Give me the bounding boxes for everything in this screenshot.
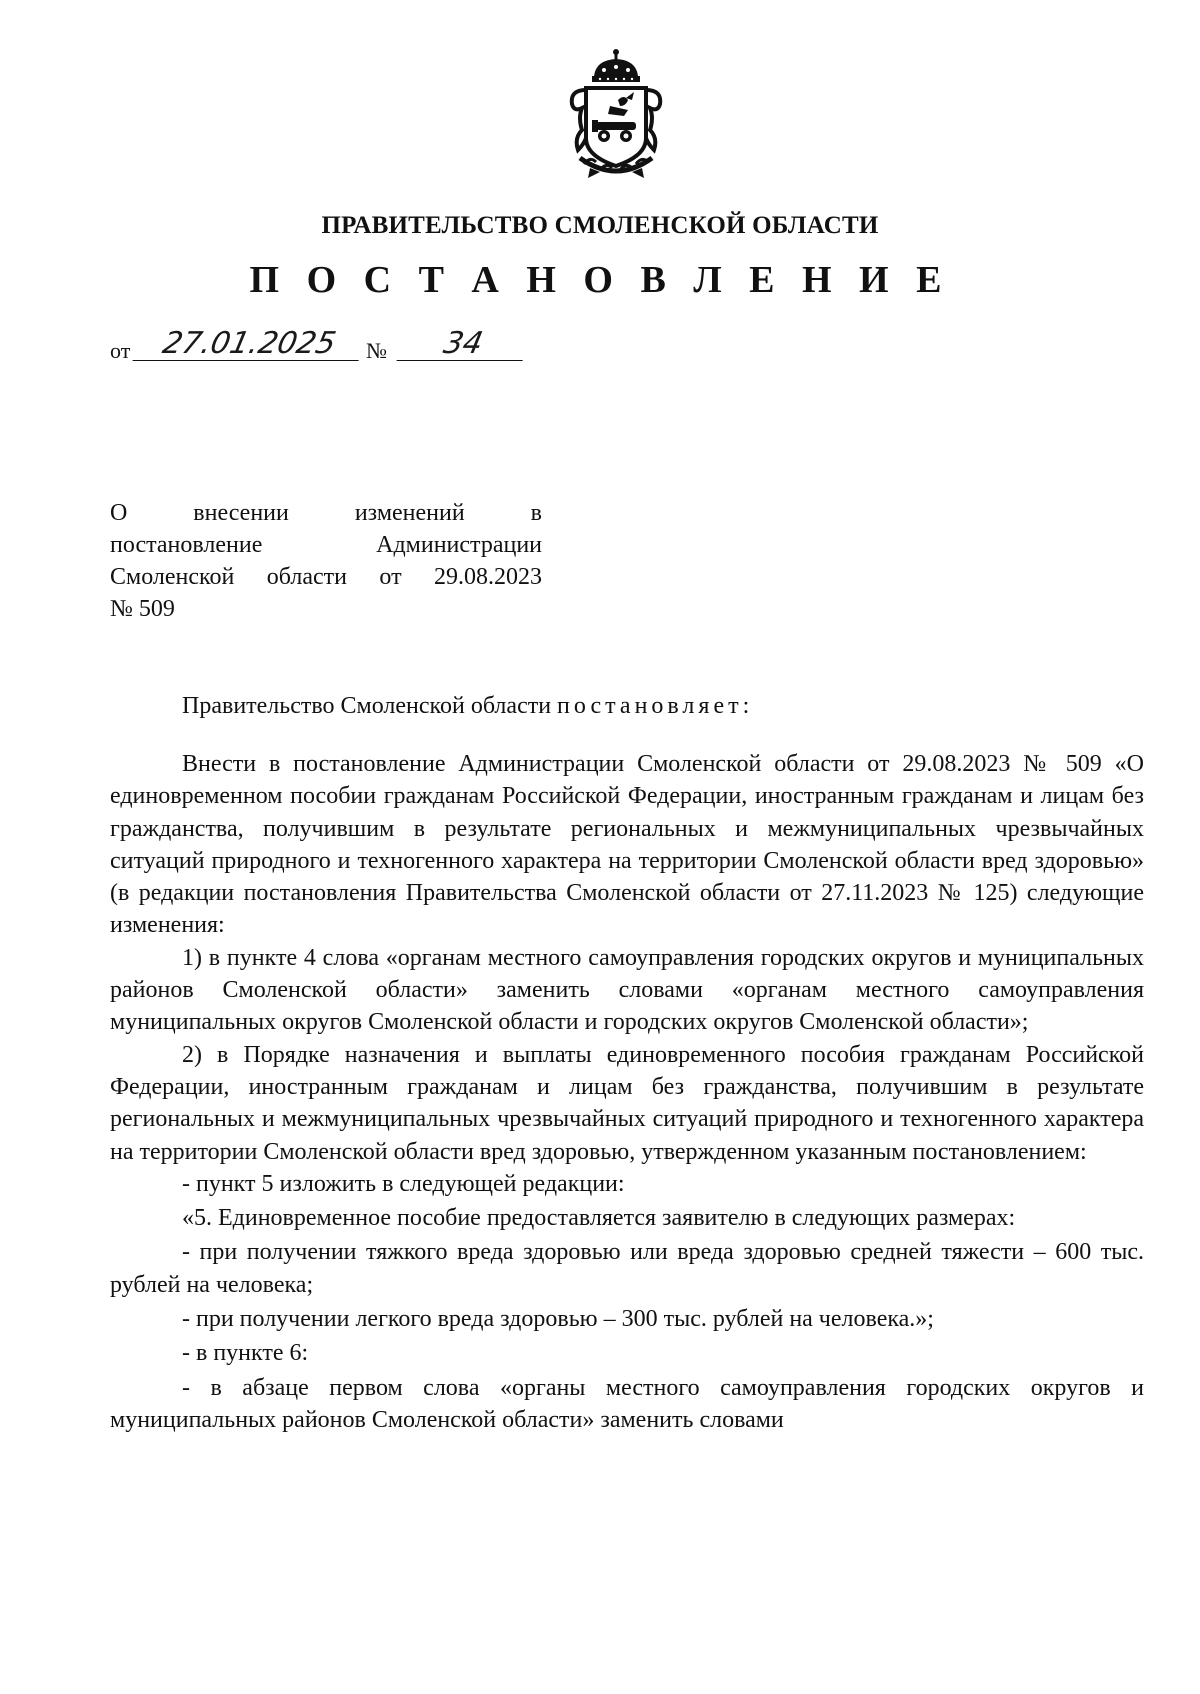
body-paragraph: - при получении легкого вреда здоровью – 300 тыс. рублей на человека.»; bbox=[182, 1306, 934, 1333]
body-paragraph: - при получении тяжкого вреда здоровью или вреда здоровью средней тяжести – 600 тыс. рублей на человека; bbox=[110, 1239, 1144, 1298]
document-subject bbox=[110, 497, 542, 625]
body-paragraph: Внести в постановление Администрации Смоленской области от 29.08.2023 № 509 «О единовременном пособии гражданам Российской Федерации, иностранным гражданам и лицам без гражданства, получившим в результате региональных и межмуниципальных чрезвычайных ситуаций природного и техногенного характера на территории Смоленской области вред здоровью» (в редакции постановления Правительства Смоленской области от 27.11.2023 № 125) следующие изменения: bbox=[110, 751, 1144, 939]
body-paragraph: - пункт 5 изложить в следующей редакции: bbox=[182, 1170, 625, 1197]
coat-of-arms-icon bbox=[560, 46, 672, 180]
body-paragraph: 2) в Порядке назначения и выплаты единовременного пособия гражданам Российской Федерации, иностранным гражданам и лицам без гражданства, получившим в результате региональных и межмуниципальных чрезвычайных ситуаций природного и техногенного характера на территории Смоленской области вред здоровью, утвержденном указанным постановлением: bbox=[110, 1041, 1144, 1165]
preamble-text: Правительство Смоленской области bbox=[182, 693, 558, 719]
subject-line: постановление Администрации bbox=[110, 532, 542, 558]
body-paragraph: - в абзаце первом слова «органы местного самоуправления городских округов и муниципальных районов Смоленской области» заменить словами bbox=[110, 1374, 1144, 1433]
body-paragraph: 1) в пункте 4 слова «органам местного самоуправления городских округов и муниципальных районов Смоленской области» заменить словами «органам местного самоуправления муниципальных округов Смоленской области и городских округов Смоленской области»; bbox=[110, 944, 1144, 1036]
subject-line: № 509 bbox=[110, 596, 175, 622]
body-paragraph: «5. Единовременное пособие предоставляется заявителю в следующих размерах: bbox=[182, 1205, 1016, 1232]
body-paragraph: - в пункте 6: bbox=[182, 1340, 309, 1367]
from-label: от bbox=[110, 338, 131, 363]
document-type: П О С Т А Н О В Л Е Н И Е bbox=[249, 259, 951, 301]
preamble bbox=[182, 690, 753, 722]
handwritten-number: 34 bbox=[396, 328, 529, 361]
number-label: № bbox=[366, 338, 387, 363]
handwritten-date: 27.01.2025 bbox=[132, 328, 365, 361]
organization-name: ПРАВИТЕЛЬСТВО СМОЛЕНСКОЙ ОБЛАСТИ bbox=[321, 212, 879, 239]
preamble-spaced-word: постановляет: bbox=[557, 693, 754, 719]
document-body bbox=[110, 748, 1144, 1436]
subject-line: Смоленской области от 29.08.2023 bbox=[110, 564, 542, 590]
subject-line: О внесении изменений в bbox=[110, 500, 542, 526]
